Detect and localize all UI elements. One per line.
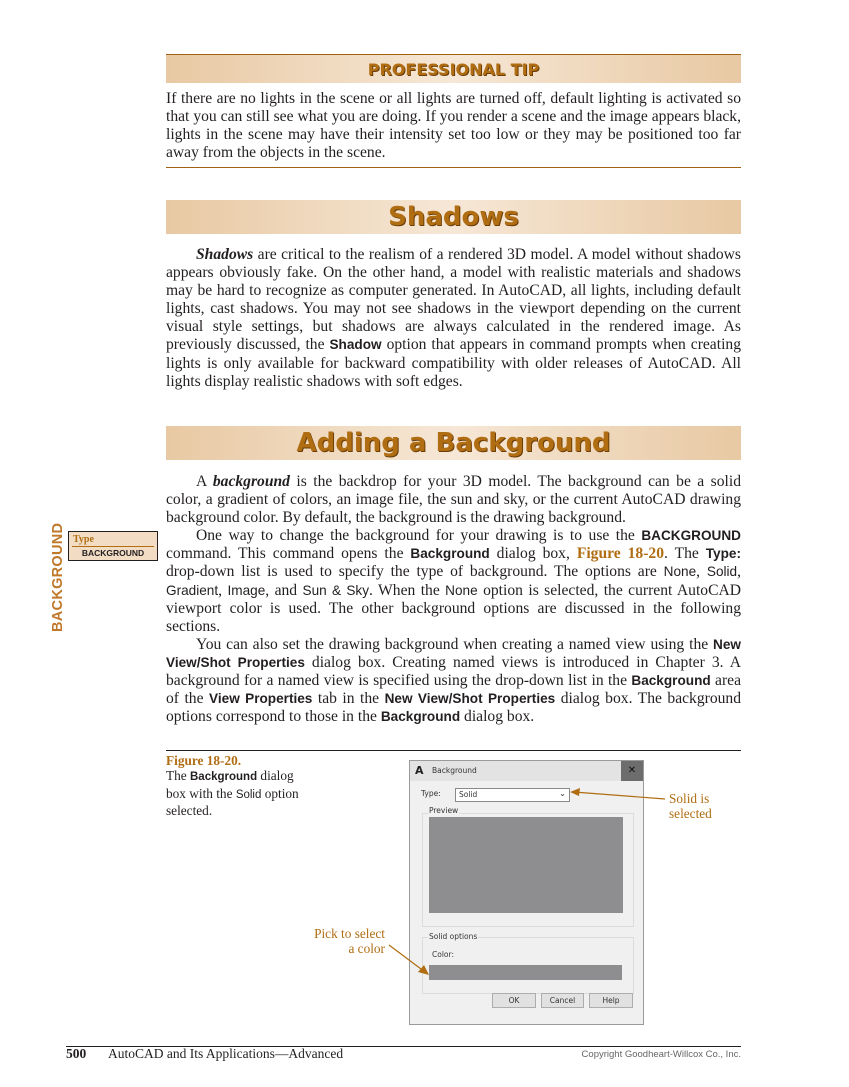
command-name: Background xyxy=(380,709,461,725)
key-term: background xyxy=(212,473,290,490)
chevron-down-icon: ⌄ xyxy=(559,789,566,798)
command-name: Shadow xyxy=(329,337,382,353)
text-run: option is selected, the current AutoCAD viewport color is used. The other background options are discussed in the following sections. xyxy=(166,581,741,635)
option-name: Gradient xyxy=(166,582,219,598)
tip-body: If there are no lights in the scene or all lights are turned off, default lighting is activated so that you can still see what you are doing. If you render a scene and the image appears black, lights in the scene may have their intensity set too low or they may be positioned too far away from the objects in the scene. xyxy=(166,90,741,162)
text-run: A xyxy=(196,473,213,490)
text-run: , xyxy=(218,581,228,599)
text-run: , xyxy=(696,563,707,581)
text-run: dialog box. The background options correspond to those in the xyxy=(166,690,742,726)
book-title: AutoCAD and Its Applications—Advanced xyxy=(108,1046,344,1061)
caption-text: dialog box with the xyxy=(166,768,294,801)
option-name: Sun & Sky xyxy=(302,582,370,598)
tip-header: PROFESSIONAL TIP xyxy=(166,55,741,83)
text-run: is the backdrop for your 3D model. The background can be a solid color, a gradient of colors, an image file, the sun and sky, or the current AutoCAD drawing background color. By default, the background is the drawing background. xyxy=(166,473,741,527)
text-run: area of the xyxy=(166,672,741,708)
callout-line: a color xyxy=(348,941,385,956)
text-run: command. This command opens the xyxy=(166,545,411,563)
callout-line: Pick to select xyxy=(314,926,385,941)
command-name: New View/Shot Properties xyxy=(384,691,556,707)
copyright: Copyright Goodheart-Willcox Co., Inc. xyxy=(581,1049,741,1060)
color-label: Color: xyxy=(432,950,454,959)
callout-arrow-color xyxy=(389,945,429,975)
text-run: option that appears in command prompts when creating lights is only available for backward compatibility with older releases of AutoCAD. All lights display realistic shadows with soft edges. xyxy=(166,336,741,390)
caption-text: option selected. xyxy=(166,785,299,818)
callout-solid-selected xyxy=(669,791,712,821)
caption-dialog-name: Background xyxy=(190,771,258,784)
type-label: Type xyxy=(73,534,94,545)
autocad-logo-icon: A xyxy=(415,764,424,777)
callout-line: Solid is xyxy=(669,791,710,806)
margin-topic-label: BACKGROUND xyxy=(50,522,66,632)
text-run: dialog box, xyxy=(489,545,577,563)
close-button[interactable]: ✕ xyxy=(621,761,643,781)
type-value: BACKGROUND xyxy=(81,548,145,558)
text-run: . When the xyxy=(369,581,446,599)
callout-line: selected xyxy=(669,806,712,821)
text-run: are critical to the realism of a rendered 3D model. A model without shadows appears obviously fake. On the other hand, a model with realistic materials and shadows may be hard to recognize as computer generated. In AutoCAD, all lights, including default lights, cast shadows. You may not see shadows in the viewport depending on the current visual style settings, but shadows are always calculated in the rendered image. As previously discussed, the xyxy=(166,246,741,354)
caption-option: Solid xyxy=(235,788,262,801)
command-name: View Properties xyxy=(209,691,313,707)
text-run: You can also set the drawing background when creating a named view using the xyxy=(196,635,714,653)
text-run: dialog box. xyxy=(460,708,535,726)
type-dropdown-value: Solid xyxy=(459,790,478,799)
text-run: , xyxy=(737,563,742,581)
background-heading: Adding a Background xyxy=(166,426,741,460)
preview-label: Preview xyxy=(429,806,459,815)
solid-options-label: Solid options xyxy=(429,932,478,941)
shadows-heading: Shadows xyxy=(166,200,741,234)
page-number: 500 xyxy=(66,1046,87,1061)
text-run: dialog box. Creating named views is introduced in Chapter 3. A background for a named view is specified using the drop-down list in the xyxy=(166,653,741,690)
command-name: Background xyxy=(410,546,490,562)
dialog-title: Background xyxy=(432,766,477,775)
text-run: , and xyxy=(265,581,303,599)
callout-pick-color xyxy=(300,926,385,956)
key-term: Shadows xyxy=(196,246,254,263)
command-name: New View/Shot Properties xyxy=(166,636,741,670)
text-run: tab in the xyxy=(312,690,385,708)
command-name: Type: xyxy=(705,546,741,562)
figure-reference: Figure 18-20 xyxy=(576,545,665,563)
ok-button[interactable]: OK xyxy=(492,993,536,1008)
text-run: drop-down list is used to specify the type of background. The options are xyxy=(166,563,664,581)
figure-number: Figure 18-20. xyxy=(166,753,242,768)
option-name: Solid xyxy=(706,564,738,580)
cancel-button[interactable]: Cancel xyxy=(541,993,584,1008)
help-button[interactable]: Help xyxy=(589,993,633,1008)
command-name: Background xyxy=(631,673,711,689)
callout-arrow-solid xyxy=(570,788,665,799)
caption-text: The xyxy=(166,768,190,784)
text-run: . The xyxy=(664,545,706,563)
command-name: BACKGROUND xyxy=(641,528,741,544)
text-run: One way to change the background for your drawing is to use the xyxy=(196,527,642,545)
option-name: None xyxy=(445,582,478,598)
type-label: Type: xyxy=(421,789,441,798)
option-name: None xyxy=(663,564,697,580)
option-name: Image xyxy=(227,582,266,598)
